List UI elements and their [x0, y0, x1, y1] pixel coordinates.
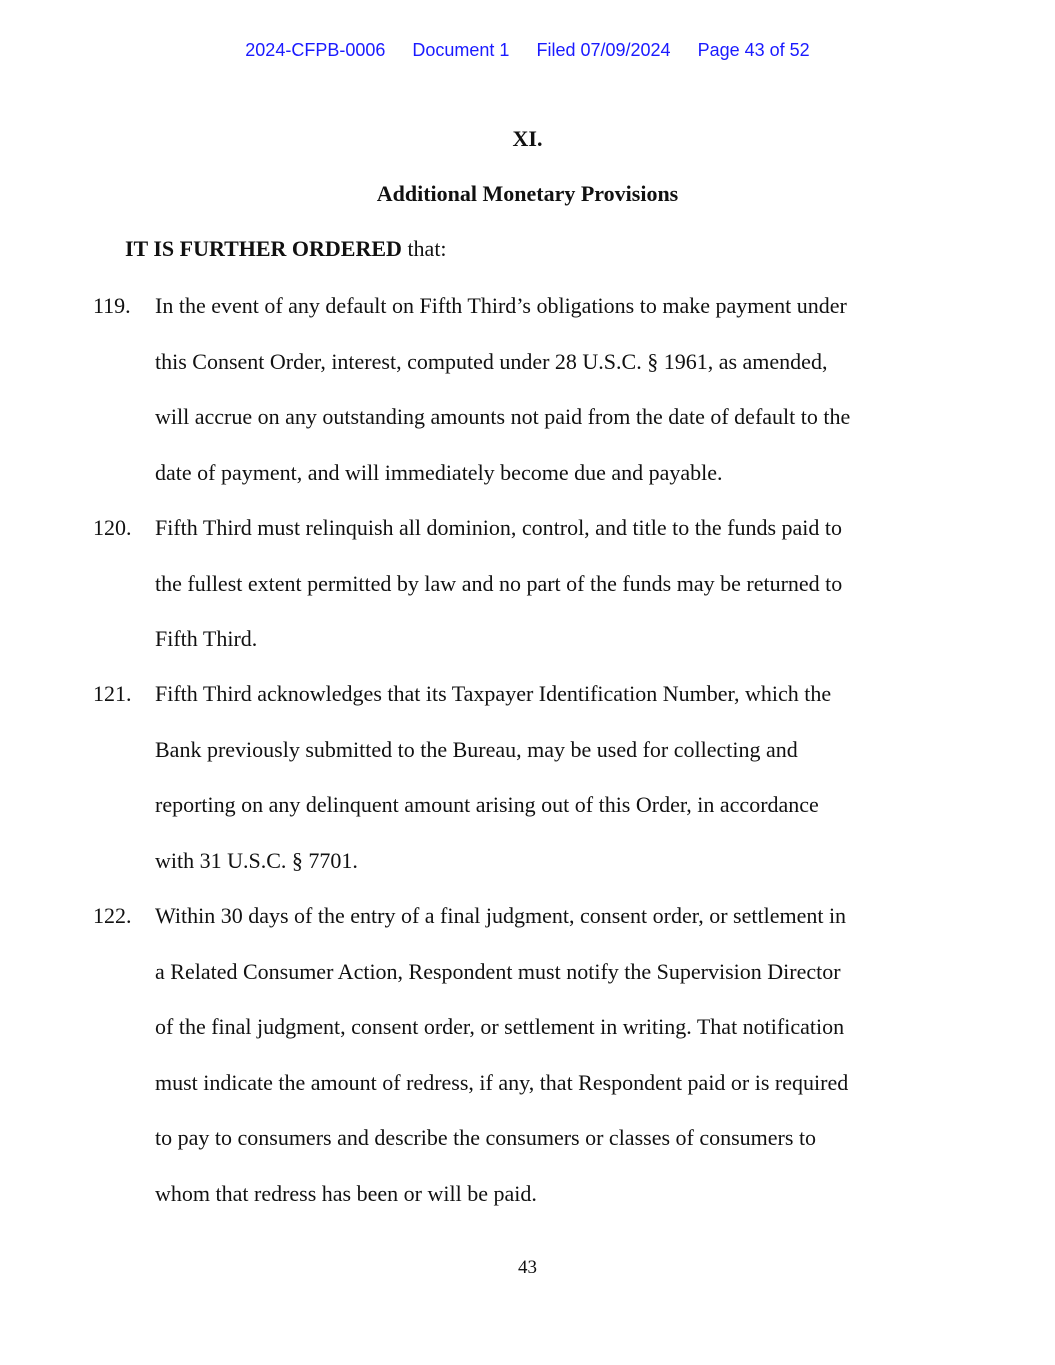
paragraph-line: with 31 U.S.C. § 7701.: [155, 847, 358, 873]
paragraph-text: [155, 888, 935, 1221]
paragraph-text: [155, 666, 935, 888]
paragraph-line: date of payment, and will immediately become due and payable.: [155, 459, 723, 485]
paragraph-line: the fullest extent permitted by law and no part of the funds may be returned to: [155, 570, 843, 596]
paragraph-line: a Related Consumer Action, Respondent must notify the Supervision Director: [155, 958, 841, 984]
order-intro: [125, 236, 447, 262]
filing-header: [0, 40, 1055, 61]
paragraph-text: [155, 500, 935, 667]
paragraph-line: Bank previously submitted to the Bureau, may be used for collecting and: [155, 736, 798, 762]
paragraph-number: 121.: [93, 681, 132, 706]
case-number: 2024-CFPB-0006: [245, 40, 386, 60]
paragraph-line: Fifth Third.: [155, 626, 258, 651]
section-title: Additional Monetary Provisions: [376, 181, 679, 206]
paragraph-text: [155, 278, 935, 500]
order-intro-bold: IT IS FURTHER ORDERED: [125, 236, 402, 261]
paragraph-line: will accrue on any outstanding amounts not paid from the date of default to the: [155, 404, 851, 429]
paragraph-line: whom that redress has been or will be paid.: [155, 1180, 537, 1206]
paragraph-line: Fifth Third must relinquish all dominion, control, and title to the funds paid to: [155, 515, 843, 540]
paragraph-line: this Consent Order, interest, computed under 28 U.S.C. § 1961, as amended,: [155, 348, 828, 374]
paragraph-line: Within 30 days of the entry of a final judgment, consent order, or settlement in: [155, 903, 847, 928]
section-number: XI.: [512, 126, 543, 151]
paragraph-number: 120.: [93, 515, 132, 540]
paragraph-line: In the event of any default on Fifth Third’s obligations to make payment under: [155, 293, 847, 318]
page-indicator: Page 43 of 52: [697, 40, 810, 60]
paragraph-number: 122.: [93, 903, 132, 928]
filed-date: Filed 07/09/2024: [536, 40, 671, 60]
paragraph-line: to pay to consumers and describe the consumers or classes of consumers to: [155, 1125, 817, 1150]
paragraph-line: Fifth Third acknowledges that its Taxpayer Identification Number, which the: [155, 681, 832, 706]
page-number: 43: [518, 1257, 537, 1278]
paragraph-line: of the final judgment, consent order, or settlement in writing. That notification: [155, 1014, 845, 1039]
paragraph-line: reporting on any delinquent amount arising out of this Order, in accordance: [155, 792, 819, 817]
document-label: Document 1: [412, 40, 510, 60]
order-intro-rest: that:: [401, 236, 447, 261]
paragraph-line: must indicate the amount of redress, if any, that Respondent paid or is required: [155, 1069, 849, 1095]
paragraph-number: 119.: [93, 293, 131, 318]
